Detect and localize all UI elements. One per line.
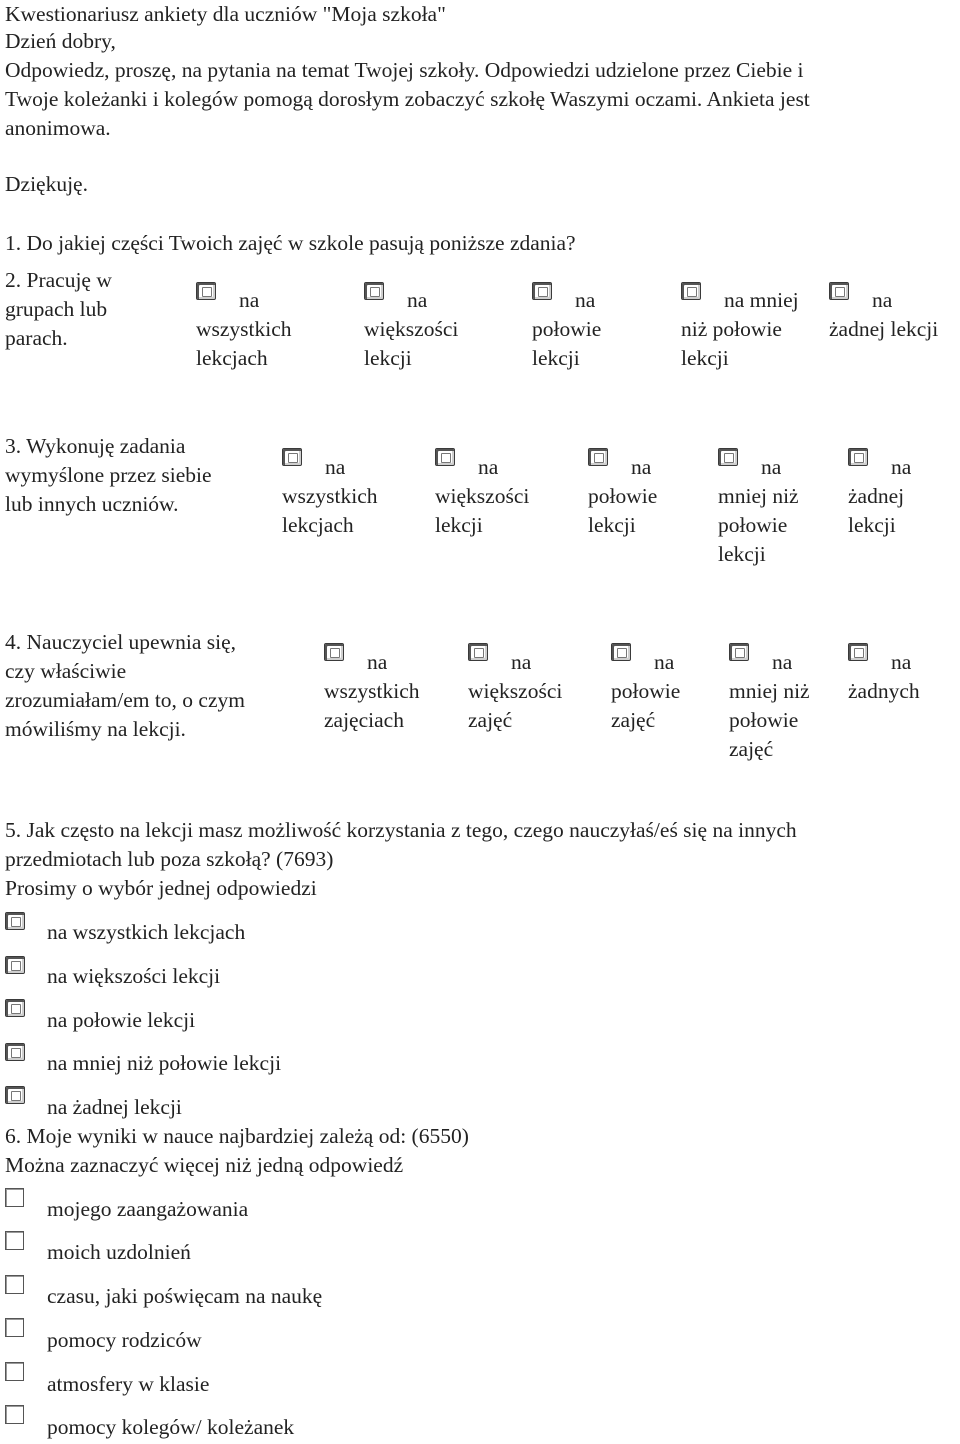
checkbox[interactable] [5,1362,24,1381]
option-label: na większości lekcji [435,455,530,537]
question-6-line-1: 6. Moje wyniki w nauce najbardziej zależą od: (6550) [5,1124,469,1148]
radio-button[interactable] [5,956,25,974]
option-label: na połowie lekcji [588,455,658,537]
option-label: na połowie lekcji [532,288,602,370]
option-label: czasu, jaki poświęcam na naukę [47,1284,323,1308]
question-5-hint: Prosimy o wybór jednej odpowiedzi [5,876,317,900]
option-label: na żadnych [848,650,920,703]
option-label: na mniej niż połowie lekcji [681,288,799,370]
radio-button[interactable] [5,1086,25,1104]
radio-button[interactable] [5,1043,25,1061]
option-label: na mniej niż połowie zajęć [729,650,810,761]
radio-button[interactable] [5,999,25,1017]
option-label: na żadnej lekcji [47,1095,182,1119]
option-label: na mniej niż połowie lekcji [47,1051,282,1075]
option-label: na większości zajęć [468,650,563,732]
intro-line-1: Odpowiedz, proszę, na pytania na temat Twojej szkoły. Odpowiedzi udzielone przez Ciebie i [5,58,804,82]
question-4-label: 4. Nauczyciel upewnia się, czy właściwie zrozumiałam/em to, o czym mówiliśmy na lekcji. [5,630,245,741]
option-label: na żadnej lekcji [848,455,912,537]
option-label: na mniej niż połowie lekcji [718,455,799,566]
option-label: atmosfery w klasie [47,1372,210,1396]
survey-title: Kwestionariusz ankiety dla uczniów "Moja szkoła" [5,2,446,26]
option-label: na wszystkich lekcjach [196,288,292,370]
question-3-label: 3. Wykonuję zadania wymyślone przez siebie lub innych uczniów. [5,434,212,516]
intro-line-3: anonimowa. [5,116,111,140]
option-label: na wszystkich zajęciach [324,650,420,732]
question-1: 1. Do jakiej części Twoich zajęć w szkole pasują poniższe zdania? [5,231,576,255]
option-label: na większości lekcji [47,964,221,988]
option-label: na żadnej lekcji [829,288,939,341]
question-5-line-1: 5. Jak często na lekcji masz możliwość korzystania z tego, czego nauczyłaś/eś się na innych [5,818,797,842]
intro-line-2: Twoje koleżanki i kolegów pomogą dorosłym zobaczyć szkołę Waszymi oczami. Ankieta jest [5,87,810,111]
checkbox[interactable] [5,1231,24,1250]
question-6-hint: Można zaznaczyć więcej niż jedną odpowiedź [5,1153,404,1177]
checkbox[interactable] [5,1405,24,1424]
question-2-label: 2. Pracuję w grupach lub parach. [5,268,112,350]
thanks-text: Dziękuję. [5,172,88,196]
option-label: pomocy rodziców [47,1328,202,1352]
question-5-line-2: przedmiotach lub poza szkołą? (7693) [5,847,334,871]
checkbox[interactable] [5,1188,24,1207]
checkbox[interactable] [5,1318,24,1337]
option-label: na wszystkich lekcjach [282,455,378,537]
option-label: na wszystkich lekcjach [47,920,246,944]
greeting: Dzień dobry, [5,29,116,53]
option-label: na większości lekcji [364,288,459,370]
option-label: pomocy kolegów/ koleżanek [47,1415,295,1439]
radio-button[interactable] [5,912,25,930]
option-label: na połowie lekcji [47,1008,196,1032]
option-label: na połowie zajęć [611,650,681,732]
checkbox[interactable] [5,1275,24,1294]
option-label: moich uzdolnień [47,1240,191,1264]
option-label: mojego zaangażowania [47,1197,249,1221]
